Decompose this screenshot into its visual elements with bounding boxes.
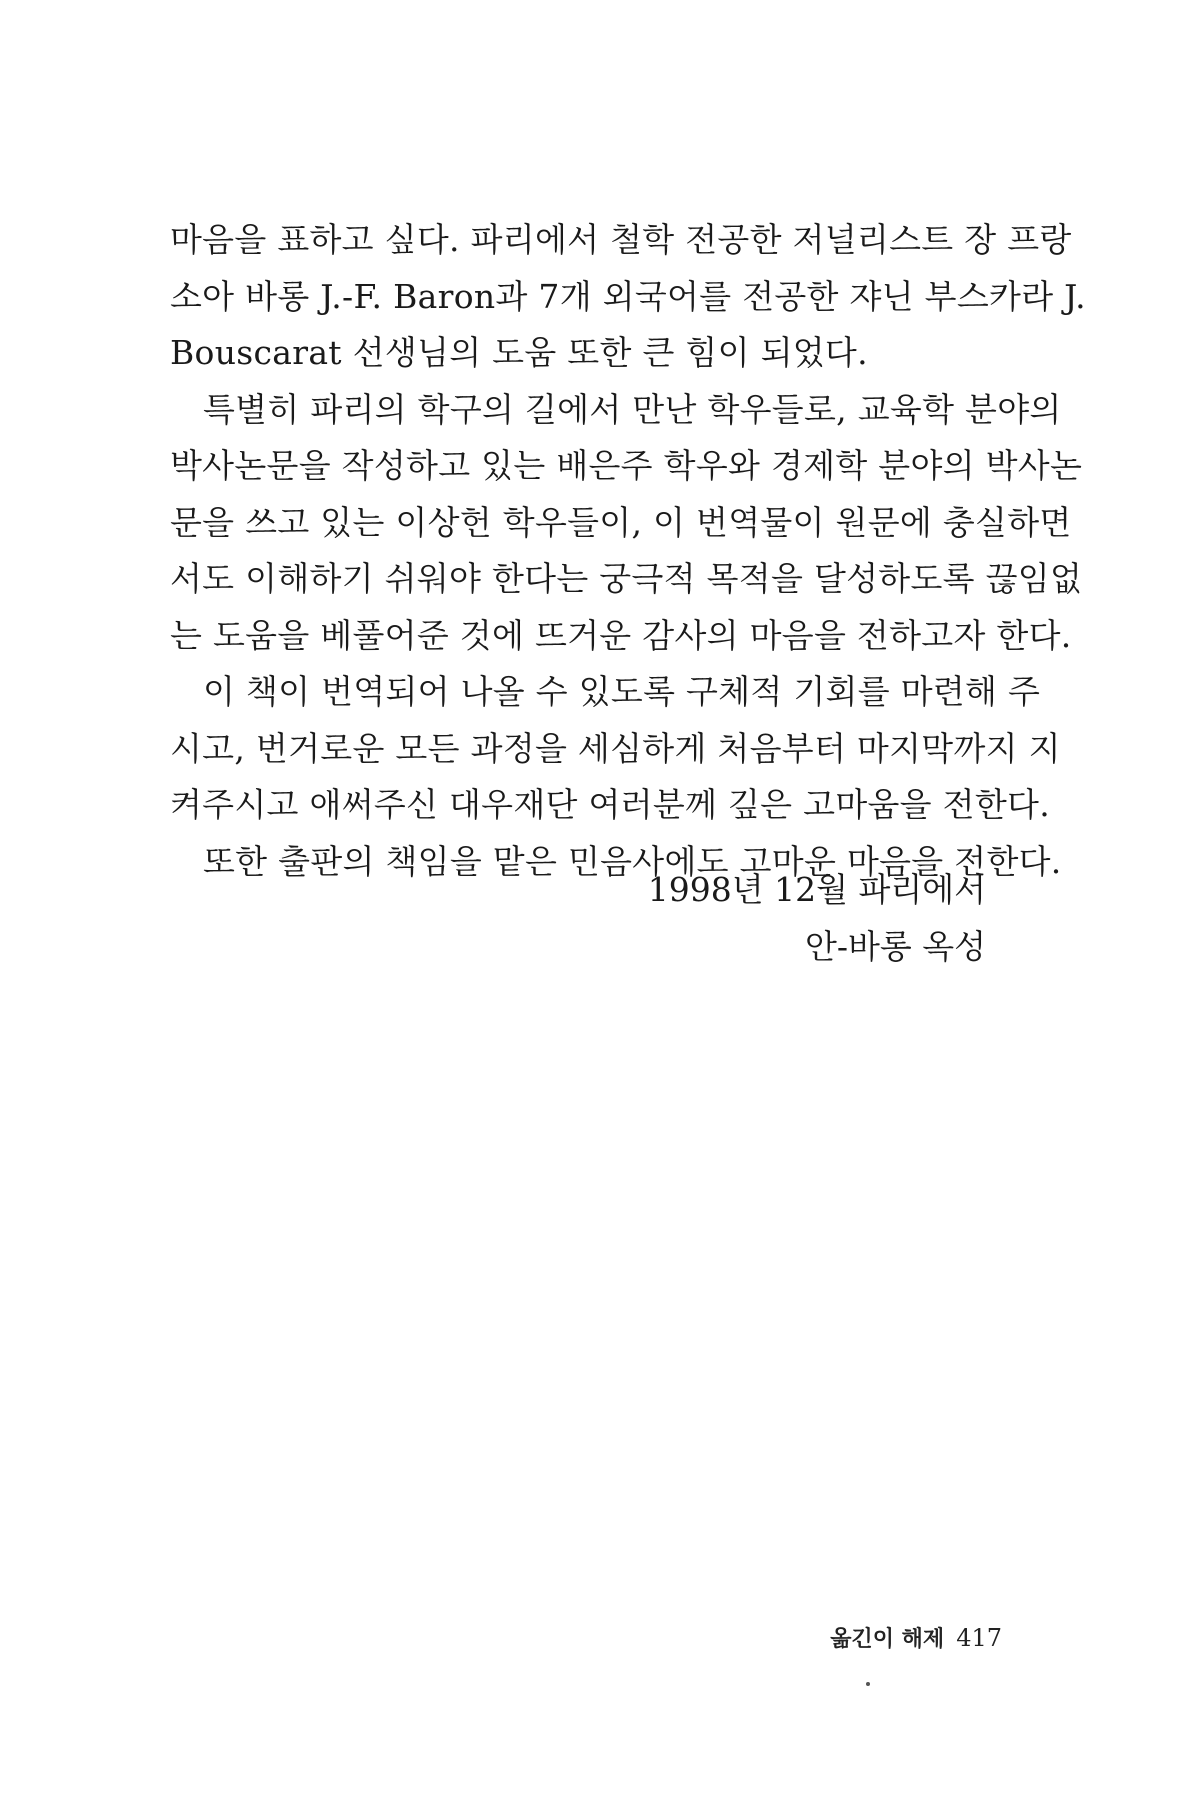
body-line: Bouscarat 선생님의 도움 또한 큰 힘이 되었다. — [170, 333, 868, 372]
body-line: 는 도움을 베풀어준 것에 뜨거운 감사의 마음을 전하고자 한다. — [170, 615, 1072, 655]
page-footer — [830, 1622, 1002, 1653]
body-text — [170, 212, 1086, 890]
running-section-title: 옮긴이 해제 — [830, 1627, 945, 1652]
body-line: 또한 출판의 책임을 맡은 민음사에도 고마운 마음을 전한다. — [203, 841, 1062, 881]
body-line: 이 책이 번역되어 나올 수 있도록 구체적 기회를 마련해 주 — [203, 672, 1041, 711]
signature-block — [648, 862, 986, 975]
body-line: 서도 이해하기 쉬워야 한다는 궁극적 목적을 달성하도록 끊임없 — [170, 559, 1083, 598]
body-line: 소아 바롱 J.-F. Baron과 7개 외국어를 전공한 쟈닌 부스카라 J. — [170, 276, 1086, 316]
speck-mark — [866, 1682, 870, 1686]
body-line: 박사논문을 작성하고 있는 배은주 학우와 경제학 분야의 박사논 — [170, 446, 1083, 485]
body-line: 문을 쓰고 있는 이상헌 학우들이, 이 번역물이 원문에 충실하면 — [170, 502, 1072, 542]
page-number: 417 — [956, 1624, 1002, 1652]
body-line: 시고, 번거로운 모든 과정을 세심하게 처음부터 마지막까지 지 — [170, 728, 1061, 768]
body-line: 특별히 파리의 학구의 길에서 만난 학우들로, 교육학 분야의 — [203, 389, 1062, 429]
body-line: 마음을 표하고 싶다. 파리에서 철학 전공한 저널리스트 장 프랑 — [170, 220, 1072, 259]
signature-author: 안-바롱 옥성 — [804, 926, 986, 966]
signature-date-place: 1998년 12월 파리에서 — [647, 870, 986, 909]
body-line: 켜주시고 애써주신 대우재단 여러분께 깊은 고마움을 전한다. — [170, 785, 1050, 824]
